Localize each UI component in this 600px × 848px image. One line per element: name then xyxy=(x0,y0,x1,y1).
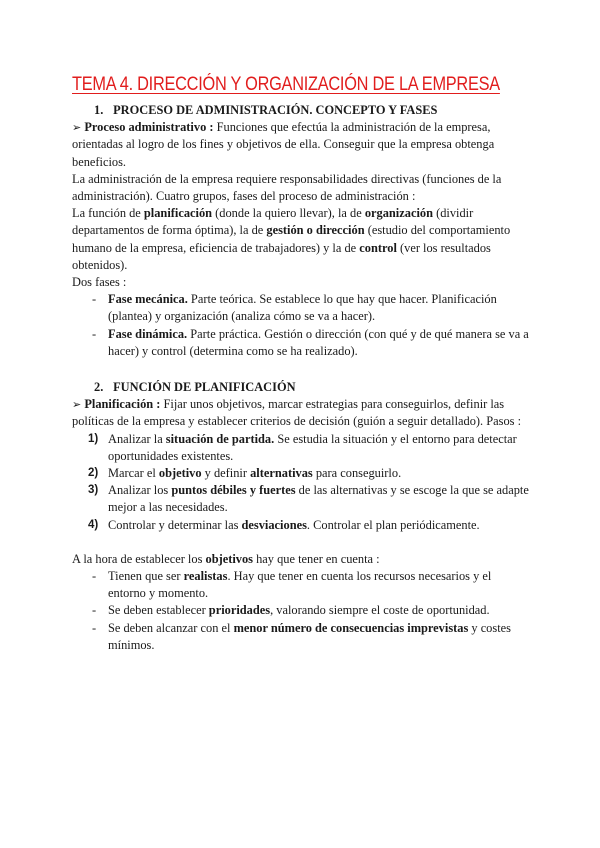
text-run: . Controlar el plan periódicamente. xyxy=(306,517,480,532)
step-number: 1) xyxy=(88,432,99,445)
text-run: Se deben establecer xyxy=(108,603,209,618)
list-item xyxy=(72,482,532,516)
section-1-title: PROCESO DE ADMINISTRACIÓN. CONCEPTO Y FASES xyxy=(113,103,438,117)
list-item xyxy=(72,620,532,654)
definition-planificacion xyxy=(72,396,532,430)
bold-run: menor número de consecuencias imprevistas xyxy=(233,620,469,635)
section-1-number: 1. xyxy=(94,103,104,117)
spacer xyxy=(72,360,532,377)
dash-bullet: - xyxy=(92,603,97,618)
text-run: . Hay que tener en cuenta los recursos necesarios y el entorno y momento. xyxy=(108,569,492,601)
document-page xyxy=(72,72,532,654)
dash-bullet: - xyxy=(92,326,97,341)
list-item xyxy=(72,568,532,602)
page-title: TEMA 4. DIRECCIÓN Y ORGANIZACIÓN DE LA EMPRESA xyxy=(72,74,500,95)
list-item xyxy=(72,465,532,482)
dash-bullet: - xyxy=(92,620,97,635)
bold-run: objetivos xyxy=(205,551,253,566)
text-run: , valorando siempre el coste de oportunidad. xyxy=(270,603,490,618)
text-run: Marcar el xyxy=(108,466,159,481)
text-run: Analizar los xyxy=(108,483,172,498)
list-item xyxy=(72,326,532,360)
section-2-number: 2. xyxy=(94,380,104,395)
phases-list xyxy=(72,291,532,360)
list-item xyxy=(72,431,532,465)
step-number: 3) xyxy=(88,484,99,497)
text-run: (estudio del comportamiento humano de la empresa, eficiencia de trabajadores) y la de xyxy=(72,223,511,255)
section-2-heading xyxy=(94,379,532,396)
text-run: (dividir departamentos de forma óptima), la de xyxy=(72,206,474,238)
bold-run: organización xyxy=(364,206,433,221)
text-run: para conseguirlo. xyxy=(312,466,402,481)
objectives-list xyxy=(72,568,532,654)
text-run: Controlar y determinar las xyxy=(108,517,242,532)
text-run: Tienen que ser xyxy=(108,569,184,584)
text-run: Parte teórica. Se establece lo que hay que hacer. Planificación (plantea) y organización (analiza cómo se va a hacer). xyxy=(108,292,497,324)
paragraph-responsabilidades: La administración de la empresa requiere responsabilidades directivas (funciones de la administración). Cuatro grupos, fases del proceso de administración : xyxy=(72,171,502,204)
document-body xyxy=(72,102,532,654)
arrow-bullet-icon: ➢ xyxy=(72,121,82,135)
step-number: 2) xyxy=(88,467,99,480)
list-item xyxy=(72,517,532,534)
text-run: Se estudia la situación y el entorno para detectar oportunidades existentes. xyxy=(108,431,517,463)
bold-run: control xyxy=(359,240,397,255)
text-run: de las alternativas y se escoge la que se adapte mejor a las necesidades. xyxy=(108,483,529,515)
definition-term: Proceso administrativo : xyxy=(84,120,214,135)
bold-run: realistas xyxy=(183,569,228,584)
phases-label: Dos fases : xyxy=(72,275,127,290)
paragraph-funciones xyxy=(72,205,532,274)
text-run: y costes mínimos. xyxy=(108,620,511,652)
bold-run: planificación xyxy=(143,206,213,221)
text-run: hay que tener en cuenta : xyxy=(253,551,380,566)
section-1-heading xyxy=(94,102,532,119)
spacer xyxy=(72,534,532,551)
text-run: (ver los resultados obtenidos). xyxy=(72,240,491,272)
bold-run: gestión o dirección xyxy=(266,223,365,238)
text-run: Analizar la xyxy=(108,431,166,446)
text-run: La función de xyxy=(72,206,144,221)
arrow-bullet-icon: ➢ xyxy=(72,398,82,412)
steps-list xyxy=(72,431,532,534)
text-run: Se deben alcanzar con el xyxy=(108,620,234,635)
section-2-title: FUNCIÓN DE PLANIFICACIÓN xyxy=(113,380,296,395)
definition-term: Planificación : xyxy=(84,397,161,412)
bold-run: situación de partida. xyxy=(165,431,275,446)
text-run: Parte práctica. Gestión o dirección (con qué y de qué manera se va a hacer) y control (determina como se ha realizado). xyxy=(108,326,529,358)
definition-proceso-administrativo xyxy=(72,119,532,171)
step-number: 4) xyxy=(88,518,99,531)
bold-run: prioridades xyxy=(208,603,271,618)
dash-bullet: - xyxy=(92,292,97,307)
text-run: A la hora de establecer los xyxy=(72,551,206,566)
bold-run: Fase mecánica. xyxy=(108,292,188,307)
definition-text: Fijar unos objetivos, marcar estrategias para conseguirlos, definir las políticas de la empresa y establecer criterios de decisión (guión a seguir detallado). Pasos : xyxy=(72,397,522,429)
bold-run: objetivo xyxy=(158,466,202,481)
bold-run: alternativas xyxy=(250,466,313,481)
definition-text: Funciones que efectúa la administración de la empresa, orientadas al logro de los fines y objetivos de ella. Conseguir que la empresa obtenga beneficios. xyxy=(72,120,495,169)
objectives-intro xyxy=(72,551,532,568)
dash-bullet: - xyxy=(92,569,97,584)
bold-run: puntos débiles y fuertes xyxy=(171,483,296,498)
text-run: (donde la quiero llevar), la de xyxy=(212,206,365,221)
bold-run: Fase dinámica. xyxy=(108,326,188,341)
list-item xyxy=(72,602,532,619)
bold-run: desviaciones xyxy=(241,517,307,532)
list-item xyxy=(72,291,532,325)
text-run: y definir xyxy=(201,466,251,481)
